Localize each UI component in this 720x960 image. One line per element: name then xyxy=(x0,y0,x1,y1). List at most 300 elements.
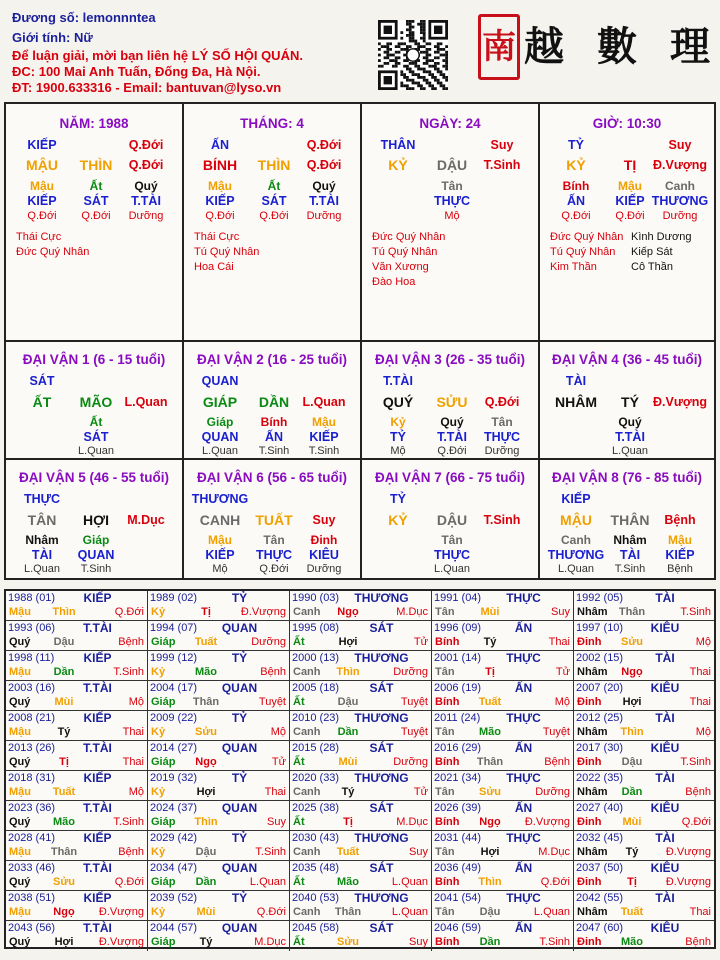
year-god: TỶ xyxy=(231,891,248,905)
year-stem: Tân xyxy=(435,726,455,738)
hidden-stem: Tân xyxy=(263,533,285,547)
year-god: ẤN xyxy=(514,681,533,695)
year-label: 2019 (32) xyxy=(150,772,198,784)
year-branch: Mùi xyxy=(622,816,642,828)
dai-van-branch: HỢI xyxy=(83,512,109,528)
year-state: Tuyệt xyxy=(542,726,570,738)
year-god: T.TÀI xyxy=(83,621,112,635)
year-stem: Nhâm xyxy=(577,906,608,918)
year-god: T.TÀI xyxy=(83,741,112,755)
hidden-stem: Mậu xyxy=(30,179,54,193)
year-god: THƯƠNG xyxy=(354,711,409,725)
year-state: Dưỡng xyxy=(251,636,286,648)
year-stem: Kỷ xyxy=(151,606,166,618)
year-label: 2009 (22) xyxy=(150,712,198,724)
year-cell[interactable] xyxy=(6,711,148,741)
year-cell[interactable] xyxy=(432,771,574,801)
year-label: 2036 (49) xyxy=(434,862,482,874)
year-stem: Đinh xyxy=(577,756,602,768)
year-god: QUAN xyxy=(221,681,258,695)
year-stem: Bính xyxy=(435,876,460,888)
year-state: Thai xyxy=(548,636,570,648)
year-state: Suy xyxy=(267,816,286,828)
dai-van-title: ĐẠI VẬN 8 (76 - 85 tuổi) xyxy=(551,470,703,485)
pillar-cell[interactable] xyxy=(184,104,362,342)
year-branch: Thân xyxy=(618,606,646,618)
hidden-state: L.Quan xyxy=(77,445,115,457)
year-cell[interactable] xyxy=(290,741,432,771)
year-branch: Dần xyxy=(195,876,217,888)
year-cell[interactable] xyxy=(290,861,432,891)
year-cell[interactable] xyxy=(432,831,574,861)
year-stem: Canh xyxy=(293,726,321,738)
year-branch: Tuất xyxy=(336,846,360,858)
year-cell[interactable] xyxy=(432,681,574,711)
year-god: THỰC xyxy=(506,771,541,785)
hidden-stem: Tân xyxy=(491,415,513,429)
year-cell[interactable] xyxy=(6,831,148,861)
year-label: 2031 (44) xyxy=(434,832,482,844)
year-state: Bệnh xyxy=(544,756,570,768)
star-item: Kiếp Sát xyxy=(631,246,673,258)
year-cell[interactable] xyxy=(290,621,432,651)
year-god: ẤN xyxy=(514,861,533,875)
dai-van-stem: GIÁP xyxy=(202,394,238,410)
dai-van-cell[interactable] xyxy=(6,342,184,460)
year-branch: Sửu xyxy=(478,786,502,798)
hidden-god: T.TÀI xyxy=(131,194,161,208)
year-cell[interactable] xyxy=(6,591,148,621)
year-cell[interactable] xyxy=(574,801,714,831)
year-god: T.TÀI xyxy=(83,861,112,875)
year-god: KIẾP xyxy=(83,651,112,665)
year-stem: Nhâm xyxy=(577,606,608,618)
hidden-god: TÀI xyxy=(31,548,53,562)
pillar-branch: TỊ xyxy=(623,157,637,173)
year-stem: Bính xyxy=(435,756,460,768)
pillar-branch: THÌN xyxy=(79,157,113,173)
year-god: SÁT xyxy=(369,921,394,935)
year-branch: Ngọ xyxy=(621,666,643,678)
pillar-god-state: Q.Đới xyxy=(128,138,164,152)
year-cell[interactable] xyxy=(148,711,290,741)
year-cell[interactable] xyxy=(574,591,714,621)
year-label: 2038 (51) xyxy=(8,892,56,904)
hidden-stem: Canh xyxy=(665,179,695,193)
dai-van-state: M.Dục xyxy=(127,513,165,527)
year-cell[interactable] xyxy=(290,831,432,861)
year-label: 2035 (48) xyxy=(292,862,340,874)
year-branch: Thìn xyxy=(194,816,218,828)
year-cell[interactable] xyxy=(148,651,290,681)
year-god: KIẾP xyxy=(83,831,112,845)
year-state: Dưỡng xyxy=(393,756,428,768)
year-label: 2020 (33) xyxy=(292,772,340,784)
dai-van-cell[interactable] xyxy=(362,342,540,460)
year-stem: Bính xyxy=(435,936,460,948)
year-branch: Thân xyxy=(192,696,220,708)
hidden-state: L.Quan xyxy=(433,563,471,575)
year-cell[interactable] xyxy=(290,801,432,831)
year-state: Bệnh xyxy=(118,636,144,648)
year-god: KIẾP xyxy=(83,711,112,725)
year-stem: Bính xyxy=(435,636,460,648)
pillar-branch-state: Q.Đới xyxy=(306,158,342,172)
year-label: 2023 (36) xyxy=(8,802,56,814)
year-cell[interactable] xyxy=(148,831,290,861)
year-cell[interactable] xyxy=(6,771,148,801)
year-god: T.TÀI xyxy=(83,681,112,695)
year-cell[interactable] xyxy=(148,741,290,771)
year-stem: Kỷ xyxy=(151,786,166,798)
pillar-branch: DẬU xyxy=(436,157,468,173)
dai-van-branch: THÂN xyxy=(610,512,650,528)
year-branch: Tý xyxy=(483,636,497,648)
year-branch: Tị xyxy=(201,606,211,618)
hidden-state: Q.Đới xyxy=(259,210,289,222)
star-item: Văn Xương xyxy=(372,261,429,273)
pillar-cell[interactable] xyxy=(362,104,540,342)
logo-seal xyxy=(478,14,520,80)
year-branch: Thân xyxy=(476,756,504,768)
year-label: 2034 (47) xyxy=(150,862,198,874)
year-cell[interactable] xyxy=(432,621,574,651)
year-label: 2008 (21) xyxy=(8,712,56,724)
year-cell[interactable] xyxy=(574,771,714,801)
hidden-stem: Đinh xyxy=(310,533,338,547)
year-branch: Dần xyxy=(479,936,501,948)
star-item: Đức Quý Nhân xyxy=(372,231,446,243)
dai-van-god: TÀI xyxy=(565,374,587,388)
year-state: Suy xyxy=(409,846,428,858)
year-label: 2044 (57) xyxy=(150,922,198,934)
year-cell[interactable] xyxy=(574,891,714,921)
year-cell[interactable] xyxy=(574,621,714,651)
hidden-god: T.TÀI xyxy=(437,430,467,444)
hidden-state: Q.Đới xyxy=(259,563,289,575)
year-label: 1989 (02) xyxy=(150,592,198,604)
year-cell[interactable] xyxy=(574,651,714,681)
year-cell[interactable] xyxy=(574,741,714,771)
year-god: KIÊU xyxy=(650,621,680,635)
year-god: QUAN xyxy=(221,861,258,875)
hidden-god: KIẾP xyxy=(205,548,235,562)
year-branch: Ngọ xyxy=(479,816,501,828)
dai-van-cell[interactable] xyxy=(184,342,362,460)
dai-van-god: TỶ xyxy=(390,492,406,506)
year-stem: Canh xyxy=(293,786,321,798)
star-item: Kim Thần xyxy=(550,261,597,273)
year-god: ẤN xyxy=(514,801,533,815)
year-god: THƯƠNG xyxy=(354,891,409,905)
owner-name: Đương số: lemonnntea xyxy=(12,10,156,25)
year-stem: Tân xyxy=(435,786,455,798)
year-cell[interactable] xyxy=(6,621,148,651)
star-item: Thái Cực xyxy=(16,231,62,243)
year-label: 2046 (59) xyxy=(434,922,482,934)
hidden-stem: Nhâm xyxy=(25,533,59,547)
dai-van-stem: MẬU xyxy=(560,512,592,528)
star-item: Tú Quý Nhân xyxy=(550,246,616,258)
pillar-stem: MẬU xyxy=(26,157,58,173)
year-branch: Hợi xyxy=(480,846,500,858)
qr-code-icon[interactable] xyxy=(378,20,448,90)
hidden-stem: Quý xyxy=(134,179,158,193)
year-stem: Canh xyxy=(293,906,321,918)
year-stem: Quý xyxy=(9,756,31,768)
pillar-title: THÁNG: 4 xyxy=(240,116,304,131)
year-cell[interactable] xyxy=(432,921,574,951)
year-cell[interactable] xyxy=(6,801,148,831)
year-label: 2026 (39) xyxy=(434,802,482,814)
year-branch: Dậu xyxy=(195,846,217,858)
year-label: 2029 (42) xyxy=(150,832,198,844)
year-god: THƯƠNG xyxy=(354,651,409,665)
hidden-stem: Mậu xyxy=(208,533,232,547)
star-item: Tú Quý Nhân xyxy=(372,246,438,258)
year-god: ẤN xyxy=(514,921,533,935)
hidden-stem: Mậu xyxy=(312,415,336,429)
hidden-stem: Tân xyxy=(441,533,463,547)
year-cell[interactable] xyxy=(6,921,148,951)
pillar-cell[interactable] xyxy=(540,104,714,342)
year-branch: Mão xyxy=(337,876,359,888)
year-label: 2010 (23) xyxy=(292,712,340,724)
year-branch: Mão xyxy=(53,816,75,828)
year-cell[interactable] xyxy=(432,891,574,921)
hidden-stem: Tân xyxy=(441,179,463,193)
year-label: 2025 (38) xyxy=(292,802,340,814)
hidden-state: Dưỡng xyxy=(306,210,342,222)
year-stem: Bính xyxy=(435,816,460,828)
phone-email-line: ĐT: 1900.633316 - Email: bantuvan@lyso.vn xyxy=(12,80,282,95)
year-cell[interactable] xyxy=(432,741,574,771)
year-god: SÁT xyxy=(369,621,394,635)
dai-van-god: THỰC xyxy=(23,492,61,506)
hidden-state: L.Quan xyxy=(611,445,649,457)
dai-van-god: T.TÀI xyxy=(383,374,413,388)
year-label: 2032 (45) xyxy=(576,832,624,844)
year-god: SÁT xyxy=(369,681,394,695)
logo-text xyxy=(524,12,710,82)
year-god: SÁT xyxy=(369,801,394,815)
year-cell[interactable] xyxy=(6,891,148,921)
year-god: QUAN xyxy=(221,801,258,815)
hidden-state: Q.Đới xyxy=(437,445,467,457)
year-cell[interactable] xyxy=(6,651,148,681)
year-branch: Mùi xyxy=(480,606,500,618)
hidden-god: KIẾP xyxy=(665,548,695,562)
year-state: Mộ xyxy=(128,696,144,708)
year-stem: Ất xyxy=(293,696,305,708)
year-state: Bệnh xyxy=(685,936,711,948)
year-cell[interactable] xyxy=(432,801,574,831)
year-stem: Nhâm xyxy=(577,666,608,678)
hidden-god: ẤN xyxy=(566,194,586,208)
dai-van-title: ĐẠI VẬN 1 (6 - 15 tuổi) xyxy=(22,352,166,367)
dai-van-state: T.Sinh xyxy=(483,513,521,527)
pillar-god-state: Q.Đới xyxy=(306,138,342,152)
year-cell[interactable] xyxy=(432,651,574,681)
hidden-stem: Giáp xyxy=(206,415,234,429)
hidden-stem: Kỷ xyxy=(390,415,406,429)
year-label: 2033 (46) xyxy=(8,862,56,874)
year-state: Dưỡng xyxy=(393,666,428,678)
year-stem: Giáp xyxy=(151,756,176,768)
year-state: Thai xyxy=(264,786,286,798)
year-cell[interactable] xyxy=(148,891,290,921)
year-label: 2000 (13) xyxy=(292,652,340,664)
year-cell[interactable] xyxy=(290,591,432,621)
star-item: Cô Thần xyxy=(631,261,673,273)
hidden-god: SÁT xyxy=(83,194,109,208)
year-branch: Ngọ xyxy=(53,906,75,918)
year-state: T.Sinh xyxy=(539,936,570,948)
year-stem: Nhâm xyxy=(577,846,608,858)
hidden-god: THỰC xyxy=(433,194,471,208)
year-god: TÀI xyxy=(655,891,675,905)
hidden-god: TÀI xyxy=(619,548,641,562)
year-branch: Tuất xyxy=(620,906,644,918)
year-label: 2015 (28) xyxy=(292,742,340,754)
year-stem: Tân xyxy=(435,666,455,678)
year-stem: Ất xyxy=(293,636,305,648)
year-cell[interactable] xyxy=(6,741,148,771)
year-cell[interactable] xyxy=(148,621,290,651)
year-god: TÀI xyxy=(655,711,675,725)
year-stem: Tân xyxy=(435,846,455,858)
pillar-cell[interactable] xyxy=(6,104,184,342)
year-label: 2018 (31) xyxy=(8,772,56,784)
year-state: Thai xyxy=(689,666,711,678)
year-stem: Giáp xyxy=(151,696,176,708)
year-stem: Quý xyxy=(9,876,31,888)
year-stem: Canh xyxy=(293,846,321,858)
hidden-state: T.Sinh xyxy=(258,445,290,457)
dai-van-cell[interactable] xyxy=(184,460,362,578)
year-label: 1988 (01) xyxy=(8,592,56,604)
year-branch: Mùi xyxy=(54,696,74,708)
pillar-branch-state: Q.Đới xyxy=(128,158,164,172)
year-label: 1997 (10) xyxy=(576,622,624,634)
year-cell[interactable] xyxy=(290,771,432,801)
year-label: 2007 (20) xyxy=(576,682,624,694)
year-branch: Ngọ xyxy=(195,756,217,768)
year-state: M.Dục xyxy=(538,846,570,858)
year-branch: Tý xyxy=(199,936,213,948)
header xyxy=(0,0,720,100)
year-god: QUAN xyxy=(221,621,258,635)
pillar-god-state: Suy xyxy=(490,138,514,152)
year-cell[interactable] xyxy=(148,801,290,831)
year-state: Đ.Vượng xyxy=(98,906,144,918)
year-branch: Mùi xyxy=(196,906,216,918)
annual-grid xyxy=(4,589,716,949)
hidden-god: T.TÀI xyxy=(309,194,339,208)
dai-van-stem: KỶ xyxy=(388,512,408,528)
year-branch: Dậu xyxy=(53,636,75,648)
year-cell[interactable] xyxy=(574,711,714,741)
year-cell[interactable] xyxy=(148,681,290,711)
year-god: KIẾP xyxy=(83,591,112,605)
year-cell[interactable] xyxy=(574,681,714,711)
year-cell[interactable] xyxy=(574,831,714,861)
year-cell[interactable] xyxy=(290,921,432,951)
year-cell[interactable] xyxy=(148,771,290,801)
year-god: TÀI xyxy=(655,771,675,785)
year-state: L.Quan xyxy=(249,876,286,888)
hidden-god: KIẾP xyxy=(205,194,235,208)
dai-van-cell[interactable] xyxy=(362,460,540,578)
star-item: Hoa Cái xyxy=(194,261,234,273)
dai-van-cell[interactable] xyxy=(540,460,714,578)
year-state: Suy xyxy=(409,936,428,948)
year-branch: Sửu xyxy=(194,726,218,738)
year-stem: Giáp xyxy=(151,876,176,888)
year-god: THƯƠNG xyxy=(354,591,409,605)
year-god: ẤN xyxy=(514,741,533,755)
year-stem: Ất xyxy=(293,756,305,768)
year-god: TÀI xyxy=(655,831,675,845)
pillar-title: NGÀY: 24 xyxy=(419,116,481,131)
hidden-god: SÁT xyxy=(83,430,109,444)
year-stem: Đinh xyxy=(577,636,602,648)
year-label: 2037 (50) xyxy=(576,862,624,874)
hidden-state: Dưỡng xyxy=(484,445,520,457)
hidden-state: T.Sinh xyxy=(614,563,646,575)
year-stem: Kỷ xyxy=(151,906,166,918)
year-cell[interactable] xyxy=(148,921,290,951)
year-label: 2004 (17) xyxy=(150,682,198,694)
hidden-stem: Ất xyxy=(89,179,103,193)
year-state: L.Quan xyxy=(391,876,428,888)
year-cell[interactable] xyxy=(6,861,148,891)
year-stem: Ất xyxy=(293,816,305,828)
year-cell[interactable] xyxy=(6,681,148,711)
year-cell[interactable] xyxy=(574,861,714,891)
dai-van-cell[interactable] xyxy=(540,342,714,460)
dai-van-state: L.Quan xyxy=(302,395,346,409)
dai-van-state: Bệnh xyxy=(664,513,696,527)
year-god: KIÊU xyxy=(650,681,680,695)
year-cell[interactable] xyxy=(290,891,432,921)
year-cell[interactable] xyxy=(290,711,432,741)
hidden-stem: Quý xyxy=(618,415,642,429)
year-state: Q.Đới xyxy=(681,816,711,828)
year-cell[interactable] xyxy=(148,861,290,891)
dai-van-title: ĐẠI VẬN 2 (16 - 25 tuổi) xyxy=(196,352,348,367)
year-cell[interactable] xyxy=(290,651,432,681)
dai-van-cell[interactable] xyxy=(6,460,184,578)
dai-van-branch: DẬU xyxy=(436,512,468,528)
year-cell[interactable] xyxy=(432,711,574,741)
year-stem: Mậu xyxy=(9,906,31,918)
year-state: Mộ xyxy=(128,786,144,798)
year-cell[interactable] xyxy=(574,921,714,951)
year-cell[interactable] xyxy=(290,681,432,711)
year-label: 2021 (34) xyxy=(434,772,482,784)
year-god: TỶ xyxy=(231,711,248,725)
year-stem: Giáp xyxy=(151,936,176,948)
year-god: SÁT xyxy=(369,861,394,875)
hidden-stem: Mậu xyxy=(208,179,232,193)
year-cell[interactable] xyxy=(148,591,290,621)
year-cell[interactable] xyxy=(432,861,574,891)
year-branch: Tý xyxy=(57,726,71,738)
year-stem: Canh xyxy=(293,606,321,618)
year-cell[interactable] xyxy=(432,591,574,621)
star-item: Thái Cực xyxy=(194,231,240,243)
